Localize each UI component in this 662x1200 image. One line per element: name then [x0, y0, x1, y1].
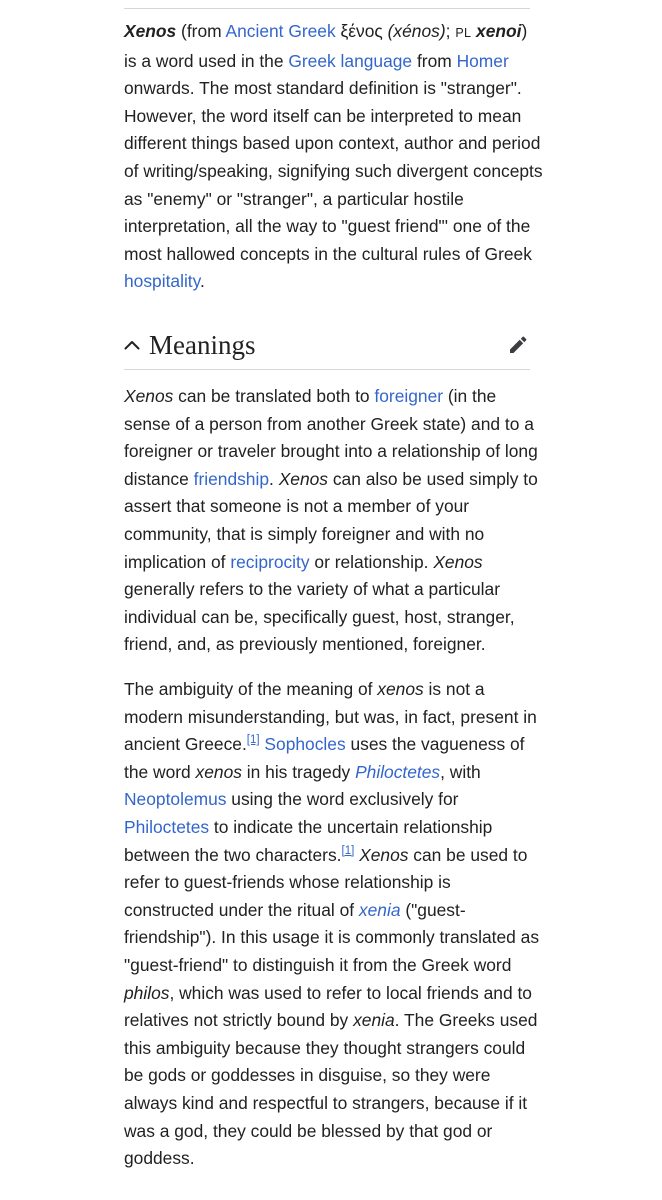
link-reciprocity[interactable]: reciprocity — [230, 551, 310, 572]
link-hospitality[interactable]: hospitality — [124, 271, 201, 292]
link-sophocles[interactable]: Sophocles — [264, 734, 346, 755]
meanings-paragraph-2: The ambiguity of the meaning of xenos is not a modern misunderstanding, but was, in fact, present in ancient Greece.[1] Sophocles uses the vagueness of the word xenos in his tragedy Philoctetes, with Neoptolemus using the word exclusively for Philoctetes to indicate the uncertain relationship between the two characters.[1] Xenos can be used to refer to guest-friends whose relationship is constructed under the ritual of xenia ("guest-friendship"). In this usage it is commonly translated as "guest-friend" to distinguish it from the Greek word philos, which was used to refer to local friends and to relatives not strictly bound by xenia. The Greeks used this ambiguity because they thought strangers could be gods or goddesses in disguise, so they were always kind and respectful to strangers, because if it was a god, they could be blessed by that god or goddess. — [124, 679, 540, 1169]
heading-divider — [124, 369, 530, 370]
intro-paragraph: Xenos (from Ancient Greek ξένος (xénos); PL xenoi) is a word used in the Greek language from Homer onwards. The most standard definition is "stranger". However, the word itself can be interpreted to mean different things based upon context, author and period of writing/speaking, signifying such divergent concepts as "enemy" or "stranger", a particular hostile interpretation, all the way to "guest friend"' one of the most hallowed concepts in the cultural rules of Greek hospitality. — [124, 21, 543, 292]
link-philoctetes-play[interactable]: Philoctetes — [355, 761, 441, 782]
link-ancient-greek[interactable]: Ancient Greek — [225, 21, 336, 41]
pencil-icon[interactable] — [506, 333, 530, 357]
chevron-up-icon[interactable] — [124, 334, 146, 356]
section-heading-meanings[interactable] — [124, 320, 530, 370]
link-foreigner[interactable]: foreigner — [374, 386, 444, 406]
link-xenia[interactable]: xenia — [358, 899, 401, 920]
link-neoptolemus[interactable]: Neoptolemus — [124, 789, 227, 810]
link-greek-language[interactable]: Greek language — [288, 50, 413, 71]
citation-ref-1[interactable]: [1] — [246, 734, 260, 747]
plural-abbr: PL — [455, 26, 472, 40]
link-homer[interactable]: Homer — [456, 50, 509, 71]
meanings-paragraph-1: Xenos can be translated both to foreigner (in the sense of a person from another Greek state) and to a foreigner or traveler brought into a relationship of long distance friendship. Xenos can also be used simply to assert that someone is not a member of your community, that is simply foreigner and with no implication of reciprocity or relationship. Xenos generally refers to the variety of what a particular individual can be, specifically guest, host, stranger, friend, and, as previously mentioned, foreigner. — [124, 386, 538, 655]
term-xenos: Xenos — [124, 21, 177, 41]
link-friendship[interactable]: friendship — [193, 468, 270, 489]
link-philoctetes[interactable]: Philoctetes — [124, 816, 210, 837]
top-divider — [124, 8, 530, 9]
citation-ref-1b[interactable]: [1] — [341, 844, 355, 857]
section-title: Meanings — [149, 329, 256, 360]
